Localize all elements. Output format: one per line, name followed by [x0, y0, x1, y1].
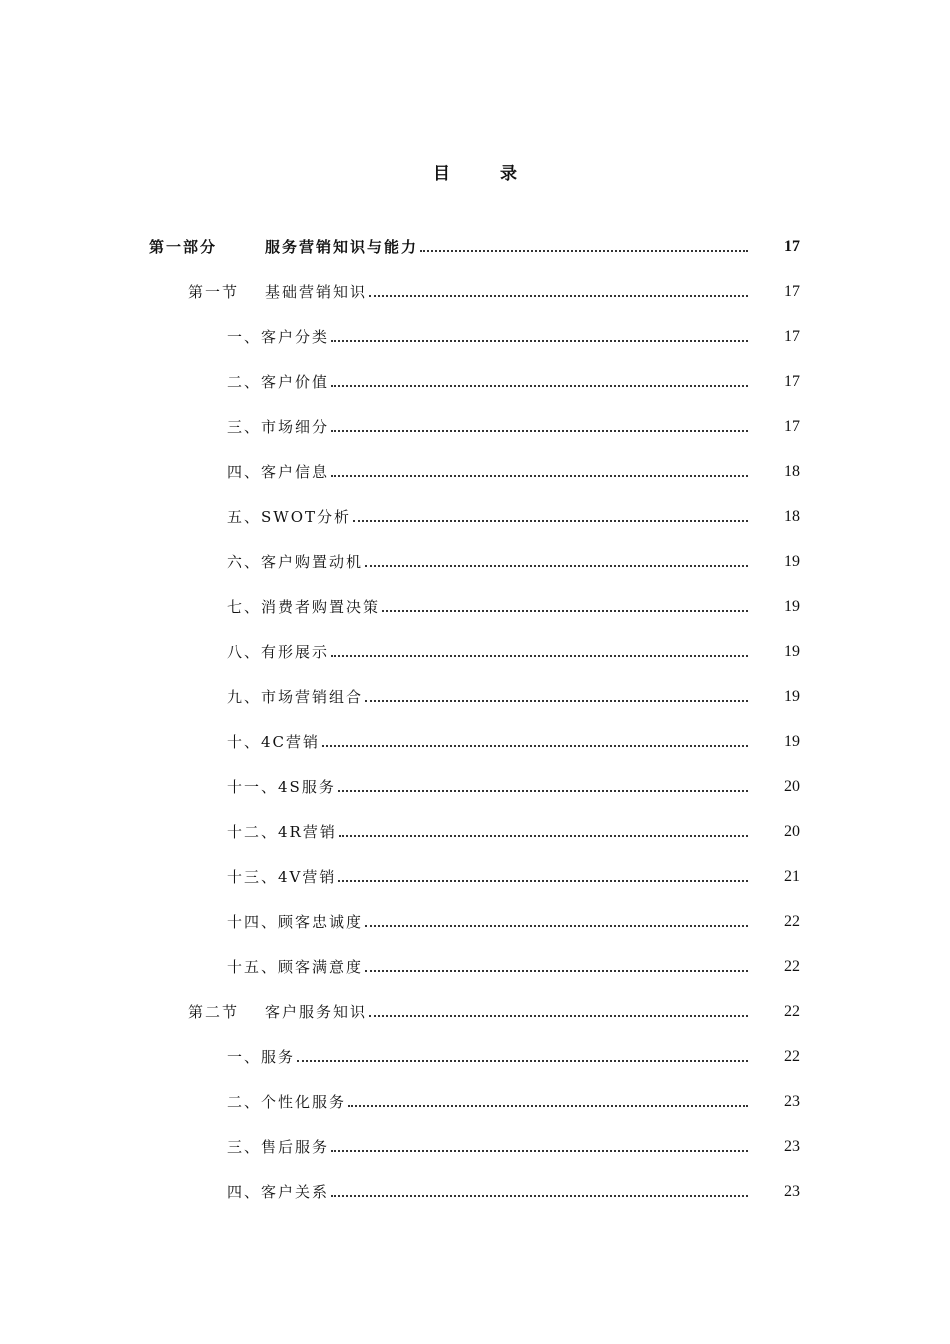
toc-entry[interactable] [0, 854, 950, 899]
toc-entry[interactable] [0, 404, 950, 449]
dot-leader [353, 520, 748, 522]
toc-entry-label: 三、售后服务 [227, 1138, 330, 1156]
toc-entry-number: 第二节 [188, 1003, 240, 1021]
toc-entry[interactable] [0, 989, 950, 1034]
toc-entry-label: 五、SWOT分析 [227, 508, 351, 526]
dot-leader [365, 700, 748, 702]
dot-leader [331, 1195, 748, 1197]
dot-leader [420, 250, 748, 252]
toc-entry[interactable] [0, 539, 950, 584]
toc-entry[interactable] [0, 809, 950, 854]
toc-entry[interactable] [0, 494, 950, 539]
toc-entry-label: 服务营销知识与能力 [265, 238, 419, 256]
toc-entry-page-number: 17 [784, 327, 800, 345]
toc-entry-page-number: 19 [784, 687, 800, 705]
toc-entry-page-number: 17 [784, 417, 800, 435]
toc-entry[interactable] [0, 674, 950, 719]
toc-entry-page-number: 23 [784, 1092, 800, 1110]
dot-leader [365, 565, 748, 567]
toc-entry-page-number: 17 [784, 372, 800, 390]
toc-entry[interactable] [0, 1169, 950, 1214]
toc-list [0, 224, 950, 1214]
toc-entry[interactable] [0, 944, 950, 989]
dot-leader [339, 835, 748, 837]
toc-entry-label: 二、个性化服务 [227, 1093, 347, 1111]
dot-leader [369, 295, 748, 297]
toc-entry-page-number: 19 [784, 642, 800, 660]
toc-entry-label: 十一、4S服务 [227, 778, 336, 796]
dot-leader [331, 430, 748, 432]
dot-leader [331, 655, 748, 657]
toc-entry-label: 四、客户信息 [227, 463, 330, 481]
toc-entry[interactable] [0, 359, 950, 404]
dot-leader [322, 745, 748, 747]
toc-entry-page-number: 21 [784, 867, 800, 885]
toc-entry-label: 二、客户价值 [227, 373, 330, 391]
toc-entry-page-number: 18 [784, 462, 800, 480]
toc-entry[interactable] [0, 1124, 950, 1169]
toc-entry-label: 十四、顾客忠诚度 [227, 913, 364, 931]
toc-entry-page-number: 23 [784, 1182, 800, 1200]
toc-entry-label: 九、市场营销组合 [227, 688, 364, 706]
toc-entry-label: 一、服务 [227, 1048, 296, 1066]
toc-entry-label: 基础营销知识 [265, 283, 368, 301]
toc-entry[interactable] [0, 269, 950, 314]
toc-entry-page-number: 22 [784, 957, 800, 975]
toc-entry-number: 第一节 [188, 283, 240, 301]
toc-entry-label: 十、4C营销 [227, 733, 321, 751]
dot-leader [297, 1060, 748, 1062]
toc-entry-page-number: 19 [784, 552, 800, 570]
toc-entry-label: 十二、4R营销 [227, 823, 337, 841]
toc-entry-page-number: 18 [784, 507, 800, 525]
toc-entry-page-number: 19 [784, 597, 800, 615]
toc-entry-page-number: 20 [784, 822, 800, 840]
toc-entry-page-number: 22 [784, 1002, 800, 1020]
toc-entry[interactable] [0, 584, 950, 629]
toc-entry-label: 七、消费者购置决策 [227, 598, 381, 616]
toc-entry-label: 十五、顾客满意度 [227, 958, 364, 976]
toc-entry[interactable] [0, 224, 950, 269]
toc-entry-page-number: 17 [784, 282, 800, 300]
toc-entry-page-number: 17 [784, 237, 800, 255]
dot-leader [348, 1105, 748, 1107]
toc-title: 目 录 [433, 164, 539, 184]
dot-leader [382, 610, 748, 612]
toc-entry[interactable] [0, 764, 950, 809]
dot-leader [338, 790, 748, 792]
toc-entry[interactable] [0, 1079, 950, 1124]
dot-leader [331, 385, 748, 387]
toc-entry-page-number: 22 [784, 1047, 800, 1065]
toc-entry[interactable] [0, 314, 950, 359]
toc-entry-label: 客户服务知识 [265, 1003, 368, 1021]
toc-entry[interactable] [0, 449, 950, 494]
dot-leader [331, 1150, 748, 1152]
dot-leader [331, 340, 748, 342]
dot-leader [338, 880, 748, 882]
toc-entry[interactable] [0, 629, 950, 674]
toc-entry[interactable] [0, 719, 950, 764]
toc-entry-label: 一、客户分类 [227, 328, 330, 346]
dot-leader [331, 475, 748, 477]
toc-entry-label: 十三、4V营销 [227, 868, 337, 886]
toc-entry-number: 第一部分 [149, 238, 218, 256]
toc-entry[interactable] [0, 1034, 950, 1079]
toc-entry-label: 四、客户关系 [227, 1183, 330, 1201]
toc-entry[interactable] [0, 899, 950, 944]
dot-leader [365, 970, 748, 972]
toc-entry-page-number: 23 [784, 1137, 800, 1155]
dot-leader [369, 1015, 748, 1017]
dot-leader [365, 925, 748, 927]
toc-entry-page-number: 20 [784, 777, 800, 795]
toc-entry-page-number: 22 [784, 912, 800, 930]
toc-entry-label: 八、有形展示 [227, 643, 330, 661]
toc-entry-label: 三、市场细分 [227, 418, 330, 436]
toc-entry-page-number: 19 [784, 732, 800, 750]
toc-entry-label: 六、客户购置动机 [227, 553, 364, 571]
